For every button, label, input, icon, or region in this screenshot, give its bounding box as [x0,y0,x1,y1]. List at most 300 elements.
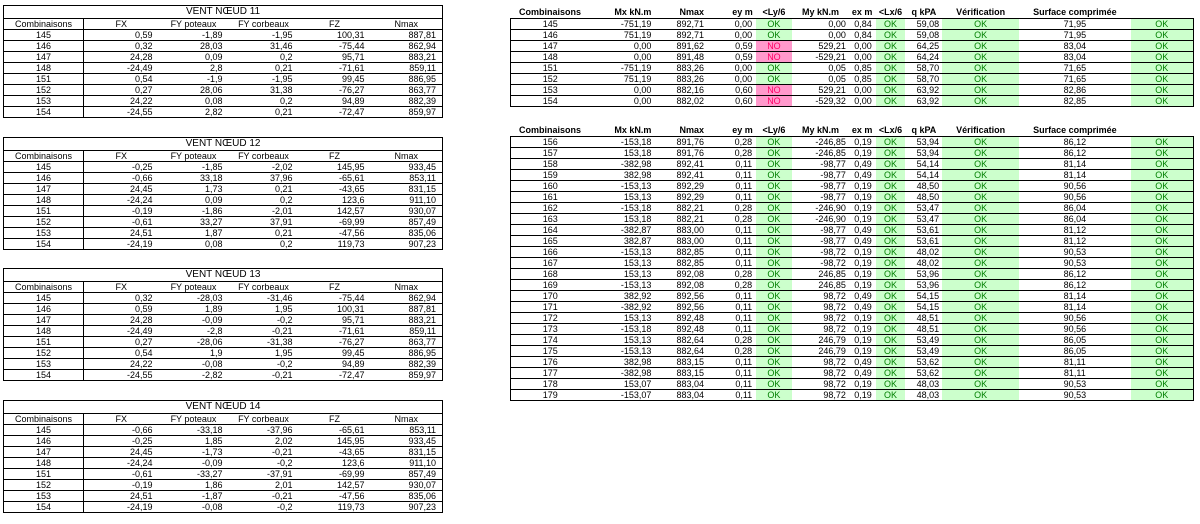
table-cell: 0,21 [229,107,299,118]
status-cell: OK [942,280,1019,291]
table-cell: 0,19 [849,335,875,346]
table-cell: 0,11 [707,324,756,335]
table-title: VENT NŒUD 12 [4,138,443,151]
table-cell: 163 [511,214,590,225]
table-cell: 886,95 [371,74,443,85]
column-header: q kPA [906,7,942,19]
table-cell: 153,18 [590,214,655,225]
table-cell: 53,96 [906,269,942,280]
table-cell: 0,19 [849,280,875,291]
table-cell: 94,89 [299,359,371,370]
column-header: <Lx/6 [875,7,905,19]
status-cell: OK [942,346,1019,357]
table-cell: 853,11 [371,425,443,436]
table-cell: 123,6 [299,458,371,469]
table-row [511,30,1194,41]
table-cell: 64,25 [906,41,942,52]
table-cell: 882,85 [654,258,707,269]
table-cell: 0,28 [707,148,756,159]
table-cell: 891,76 [654,148,707,159]
table-cell: 169 [511,280,590,291]
column-header: ey m [707,125,756,137]
table-header-row [4,19,443,30]
status-cell: OK [875,236,905,247]
status-cell: OK [942,236,1019,247]
table-cell: 81,12 [1019,236,1130,247]
table-cell: 83,04 [1019,52,1130,63]
status-cell: OK [1131,41,1194,52]
table-cell: 81,11 [1019,357,1130,368]
table-cell: 0,00 [849,96,875,107]
status-cell: NO [756,85,792,96]
table-cell: 123,6 [299,195,371,206]
table-cell: 170 [511,291,590,302]
table-cell: 0,11 [707,181,756,192]
table-row [4,96,443,107]
table-cell: 168 [511,269,590,280]
table-cell: -246,90 [792,214,849,225]
table-cell: 171 [511,302,590,313]
table-cell: 0,19 [849,258,875,269]
table-cell: -751,19 [590,19,655,30]
table-row [511,41,1194,52]
table-cell: 158 [511,159,590,170]
status-cell: OK [875,390,905,401]
status-cell: OK [756,181,792,192]
status-cell: OK [756,258,792,269]
table-cell: 892,48 [654,313,707,324]
table-cell: 382,87 [590,236,655,247]
table-cell: 892,41 [654,159,707,170]
table-row [4,370,443,381]
status-cell: OK [875,379,905,390]
status-cell: OK [875,85,905,96]
table-cell: 28,06 [159,85,229,96]
table-cell: 0,49 [849,236,875,247]
table-cell: 1,87 [159,228,229,239]
table-cell: -0,08 [159,502,229,513]
column-header: FY corbeaux [229,414,299,425]
table-cell: 892,56 [654,291,707,302]
table-cell: 71,95 [1019,19,1130,30]
table-cell: 911,10 [371,458,443,469]
table-cell: 152 [4,348,84,359]
table-cell: 148 [4,63,84,74]
table-row [511,19,1194,30]
column-header: Combinaisons [4,414,84,425]
column-header [1131,125,1194,137]
table-row [4,469,443,480]
table-cell: -98,77 [792,225,849,236]
table-cell: 86,12 [1019,148,1130,159]
table-row [4,239,443,250]
status-cell: OK [756,236,792,247]
table-cell: -33,27 [159,469,229,480]
status-cell: OK [1131,159,1194,170]
table-cell: 863,77 [371,85,443,96]
table-cell: -382,98 [590,159,655,170]
table-cell: 98,72 [792,291,849,302]
table-cell: 151 [511,63,590,74]
table-cell: 81,12 [1019,225,1130,236]
table-cell: 54,14 [906,170,942,181]
status-cell: OK [875,63,905,74]
table-row [511,302,1194,313]
status-cell: NO [756,41,792,52]
table-cell: -71,61 [299,326,371,337]
table-row [511,85,1194,96]
table-cell: 0,19 [849,137,875,148]
status-cell: OK [875,258,905,269]
table-row [4,52,443,63]
table-title: VENT NŒUD 14 [4,401,443,414]
table-cell: -1,87 [159,491,229,502]
status-cell: OK [942,291,1019,302]
table-cell: 153 [4,359,84,370]
column-header: FY corbeaux [229,282,299,293]
table-cell: -24,55 [84,107,159,118]
table-cell: 882,85 [654,247,707,258]
table-cell: 54,15 [906,291,942,302]
table-cell: 0,11 [707,236,756,247]
table-cell: -153,13 [590,181,655,192]
status-cell: OK [875,192,905,203]
table-cell: 1,89 [159,304,229,315]
column-header: Mx kN.m [590,125,655,137]
table-cell: 1,95 [229,348,299,359]
table-row [4,74,443,85]
column-header: FX [84,19,159,30]
table-cell: 0,05 [792,63,849,74]
table-cell: 0,28 [707,280,756,291]
table-cell: -382,87 [590,225,655,236]
table-row [4,217,443,228]
table-cell: 0,00 [707,63,756,74]
status-cell: OK [875,148,905,159]
table-cell: -24,55 [84,370,159,381]
status-cell: OK [942,148,1019,159]
table-cell: -76,27 [299,337,371,348]
table-cell: -31,46 [229,293,299,304]
table-cell: 0,19 [849,324,875,335]
table-cell: 859,97 [371,107,443,118]
table-cell: 892,56 [654,302,707,313]
table-cell: 882,02 [654,96,707,107]
table-row [4,315,443,326]
table-cell: 382,98 [590,170,655,181]
table-cell: 882,64 [654,346,707,357]
table-cell: 0,49 [849,170,875,181]
status-cell: OK [1131,357,1194,368]
table-cell: -76,27 [299,85,371,96]
status-cell: OK [1131,137,1194,148]
table-cell: 0,11 [707,379,756,390]
table-row [511,269,1194,280]
status-cell: OK [1131,170,1194,181]
table-cell: -69,99 [299,469,371,480]
table-cell: 177 [511,368,590,379]
table-cell: -98,72 [792,258,849,269]
column-header: Combinaisons [4,19,84,30]
table-cell: 161 [511,192,590,203]
table-cell: -153,18 [590,324,655,335]
table-cell: -65,61 [299,173,371,184]
table-cell: 0,2 [229,239,299,250]
table-cell: 863,77 [371,337,443,348]
table-row [511,258,1194,269]
table-cell: 148 [4,195,84,206]
table-cell: 24,51 [84,228,159,239]
table-cell: 0,11 [707,390,756,401]
status-cell: OK [942,159,1019,170]
table-cell: 28,03 [159,41,229,52]
table-cell: 71,65 [1019,63,1130,74]
table-cell: 0,19 [849,379,875,390]
table-cell: -246,85 [792,148,849,159]
table-cell: 98,72 [792,324,849,335]
table-cell: 24,22 [84,359,159,370]
table-row [511,96,1194,107]
status-cell: OK [942,74,1019,85]
table-cell: -1,86 [159,206,229,217]
table-cell: 0,84 [849,19,875,30]
table-cell: 862,94 [371,293,443,304]
table-row [511,52,1194,63]
table-cell: 0,85 [849,74,875,85]
table-cell: -2,01 [229,206,299,217]
table-cell: 859,11 [371,63,443,74]
status-cell: OK [942,324,1019,335]
table-row [511,390,1194,401]
status-cell: OK [756,74,792,85]
table-cell: 0,09 [159,52,229,63]
table-cell: 153,13 [590,269,655,280]
table-cell: 0,49 [849,159,875,170]
table-cell: 81,14 [1019,170,1130,181]
table-row [4,107,443,118]
table-cell: 153 [4,96,84,107]
status-cell: OK [875,269,905,280]
table-cell: 2,8 [159,63,229,74]
status-cell: OK [942,52,1019,63]
table-cell: 886,95 [371,348,443,359]
table-cell: 892,48 [654,324,707,335]
table-cell: -153,13 [590,247,655,258]
table-cell: -0,19 [84,480,159,491]
table-cell: 883,26 [654,74,707,85]
column-header: FX [84,151,159,162]
column-header: FY poteaux [159,151,229,162]
table-cell: 152 [4,480,84,491]
table-cell: 0,59 [707,52,756,63]
table-cell: 883,15 [654,368,707,379]
table-cell: -246,85 [792,137,849,148]
table-cell: 1,86 [159,480,229,491]
column-header: FZ [299,151,371,162]
table-row [4,326,443,337]
table-cell: -98,72 [792,247,849,258]
status-cell: OK [875,181,905,192]
status-cell: OK [875,291,905,302]
table-cell: 153,13 [590,335,655,346]
status-cell: OK [756,269,792,280]
table-cell: 0,11 [707,225,756,236]
table-cell: 933,45 [371,162,443,173]
column-header: Surface comprimée [1019,125,1130,137]
table-cell: 86,04 [1019,203,1130,214]
status-cell: OK [756,19,792,30]
table-cell: -246,90 [792,203,849,214]
table-cell: 751,19 [590,74,655,85]
table-cell: 146 [4,304,84,315]
table-cell: 0,2 [229,195,299,206]
status-cell: OK [1131,247,1194,258]
table-cell: 2,02 [229,436,299,447]
table-cell: 0,2 [229,52,299,63]
column-header: FZ [299,282,371,293]
table-cell: -1,89 [159,30,229,41]
status-cell: OK [1131,280,1194,291]
table-row [511,181,1194,192]
table-cell: 887,81 [371,304,443,315]
table-cell: 859,11 [371,326,443,337]
column-header: Vérification [942,7,1019,19]
status-cell: OK [756,170,792,181]
table-row [511,379,1194,390]
table-cell: 892,41 [654,170,707,181]
table-cell: 0,28 [707,269,756,280]
status-cell: OK [875,203,905,214]
table-cell: 59,08 [906,19,942,30]
status-cell: OK [756,280,792,291]
table-row [4,63,443,74]
status-cell: OK [875,41,905,52]
table-row [511,148,1194,159]
column-header: <Lx/6 [875,125,905,137]
table-cell: 86,12 [1019,269,1130,280]
table-cell: -751,19 [590,63,655,74]
table-cell: 153,13 [590,313,655,324]
status-cell: OK [1131,269,1194,280]
status-cell: OK [756,137,792,148]
status-cell: OK [1131,258,1194,269]
table-cell: 153,18 [590,148,655,159]
table-cell: -153,07 [590,390,655,401]
table-row [4,85,443,96]
table-cell: 153,07 [590,379,655,390]
table-cell: 37,91 [229,217,299,228]
table-cell: 31,38 [229,85,299,96]
table-cell: 883,21 [371,52,443,63]
column-header: Combinaisons [511,7,590,19]
status-cell: OK [756,192,792,203]
table-cell: 382,92 [590,291,655,302]
result-header [511,125,1194,137]
table-cell: 174 [511,335,590,346]
table-cell: 0,49 [849,302,875,313]
table-cell: 24,51 [84,491,159,502]
table-cell: 48,51 [906,324,942,335]
status-cell: OK [875,74,905,85]
result-table-body [511,137,1194,401]
table-row [511,368,1194,379]
table-cell: 24,45 [84,184,159,195]
table-cell: 142,57 [299,480,371,491]
table-cell: 172 [511,313,590,324]
table-cell: 58,70 [906,63,942,74]
column-header: FZ [299,19,371,30]
column-header: My kN.m [792,125,849,137]
column-header: ex m [849,7,875,19]
table-cell: 53,94 [906,148,942,159]
table-cell: 0,60 [707,85,756,96]
status-cell: OK [942,368,1019,379]
status-cell: OK [1131,390,1194,401]
table-cell: 0,11 [707,258,756,269]
column-header: Nmax [371,282,443,293]
table-cell: 529,21 [792,41,849,52]
table-cell: 48,50 [906,192,942,203]
table-cell: 0,00 [707,74,756,85]
table-cell: 0,11 [707,247,756,258]
table-cell: 53,49 [906,335,942,346]
table-cell: 0,19 [849,192,875,203]
column-header: FY corbeaux [229,151,299,162]
status-cell: OK [942,225,1019,236]
table-row [511,137,1194,148]
table-cell: 176 [511,357,590,368]
status-cell: OK [756,390,792,401]
table-cell: 0,27 [84,85,159,96]
table-cell: 145,95 [299,436,371,447]
table-cell: 147 [4,447,84,458]
status-cell: OK [1131,96,1194,107]
table-cell: 147 [511,41,590,52]
table-cell: 98,72 [792,368,849,379]
vent-table-body [4,401,443,513]
table-cell: 0,28 [707,346,756,357]
status-cell: OK [942,137,1019,148]
table-cell: -24,49 [84,63,159,74]
table-cell: 0,59 [84,30,159,41]
table-cell: 883,15 [654,357,707,368]
table-row [4,348,443,359]
table-cell: -0,2 [229,315,299,326]
column-header [1131,7,1194,19]
table-cell: 0,2 [229,96,299,107]
table-header-row [4,151,443,162]
table-cell: 930,07 [371,206,443,217]
column-header: FY poteaux [159,414,229,425]
table-cell: 892,71 [654,19,707,30]
table-cell: -0,61 [84,217,159,228]
table-cell: 0,28 [707,335,756,346]
status-cell: OK [875,368,905,379]
table-row [4,337,443,348]
table-cell: 48,02 [906,258,942,269]
table-cell: 82,85 [1019,96,1130,107]
status-cell: OK [756,324,792,335]
table-cell: 0,11 [707,313,756,324]
vent-table-body [4,138,443,250]
table-cell: 98,72 [792,357,849,368]
table-cell: 0,11 [707,192,756,203]
table-header-row [4,414,443,425]
table-cell: 63,92 [906,85,942,96]
status-cell: OK [756,247,792,258]
column-header: Mx kN.m [590,7,655,19]
table-cell: 891,62 [654,41,707,52]
